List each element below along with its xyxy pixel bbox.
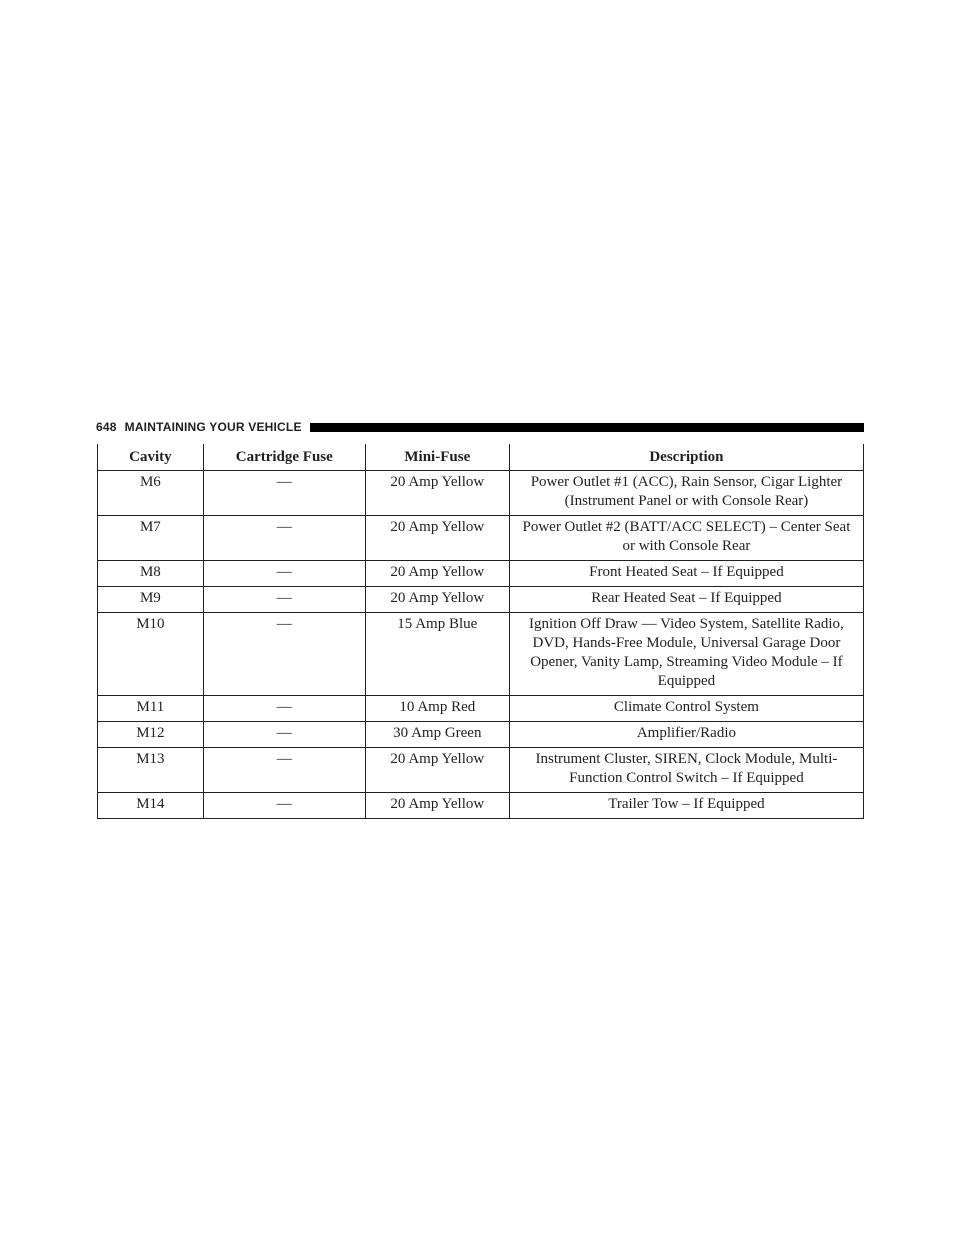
column-header-description: Description	[509, 444, 863, 471]
cell-cartridge-fuse: —	[203, 561, 365, 587]
table-body	[98, 471, 864, 819]
cell-mini-fuse: 30 Amp Green	[365, 722, 509, 748]
cell-cavity: M13	[98, 748, 204, 793]
cell-cavity: M6	[98, 471, 204, 516]
cell-cartridge-fuse: —	[203, 793, 365, 819]
table-header	[98, 444, 864, 471]
header-row	[98, 444, 864, 471]
cell-mini-fuse: 20 Amp Yellow	[365, 587, 509, 613]
cell-description: Ignition Off Draw — Video System, Satellite Radio, DVD, Hands-Free Module, Universal Garage Door Opener, Vanity Lamp, Streaming Video Module – If Equipped	[509, 613, 863, 696]
cell-description: Front Heated Seat – If Equipped	[509, 561, 863, 587]
column-header-mini-fuse: Mini-Fuse	[365, 444, 509, 471]
cell-cavity: M12	[98, 722, 204, 748]
cell-cavity: M14	[98, 793, 204, 819]
cell-mini-fuse: 20 Amp Yellow	[365, 748, 509, 793]
cell-cavity: M10	[98, 613, 204, 696]
cell-cavity: M9	[98, 587, 204, 613]
cell-mini-fuse: 20 Amp Yellow	[365, 516, 509, 561]
cell-description: Power Outlet #1 (ACC), Rain Sensor, Cigar Lighter (Instrument Panel or with Console Rear)	[509, 471, 863, 516]
page-number: 648	[96, 420, 117, 434]
cell-description: Climate Control System	[509, 696, 863, 722]
cell-mini-fuse: 20 Amp Yellow	[365, 561, 509, 587]
cell-mini-fuse: 10 Amp Red	[365, 696, 509, 722]
cell-cartridge-fuse: —	[203, 471, 365, 516]
table-row	[98, 613, 864, 696]
section-title: MAINTAINING YOUR VEHICLE	[124, 420, 302, 434]
cell-cartridge-fuse: —	[203, 516, 365, 561]
page-header	[96, 419, 864, 435]
cell-description: Rear Heated Seat – If Equipped	[509, 587, 863, 613]
cell-description: Amplifier/Radio	[509, 722, 863, 748]
cell-mini-fuse: 20 Amp Yellow	[365, 471, 509, 516]
cell-description: Trailer Tow – If Equipped	[509, 793, 863, 819]
table-row	[98, 587, 864, 613]
cell-description: Power Outlet #2 (BATT/ACC SELECT) – Center Seat or with Console Rear	[509, 516, 863, 561]
cell-mini-fuse: 20 Amp Yellow	[365, 793, 509, 819]
header-rule	[310, 423, 864, 432]
fuse-table	[97, 444, 864, 819]
table-row	[98, 561, 864, 587]
column-header-cartridge-fuse: Cartridge Fuse	[203, 444, 365, 471]
table-row	[98, 793, 864, 819]
table-row	[98, 471, 864, 516]
table-row	[98, 696, 864, 722]
table-row	[98, 748, 864, 793]
cell-cartridge-fuse: —	[203, 748, 365, 793]
table-row	[98, 516, 864, 561]
cell-mini-fuse: 15 Amp Blue	[365, 613, 509, 696]
cell-cartridge-fuse: —	[203, 613, 365, 696]
cell-cavity: M7	[98, 516, 204, 561]
cell-cartridge-fuse: —	[203, 587, 365, 613]
cell-cavity: M8	[98, 561, 204, 587]
column-header-cavity: Cavity	[98, 444, 204, 471]
cell-description: Instrument Cluster, SIREN, Clock Module, Multi-Function Control Switch – If Equipped	[509, 748, 863, 793]
cell-cartridge-fuse: —	[203, 722, 365, 748]
table-row	[98, 722, 864, 748]
cell-cavity: M11	[98, 696, 204, 722]
cell-cartridge-fuse: —	[203, 696, 365, 722]
